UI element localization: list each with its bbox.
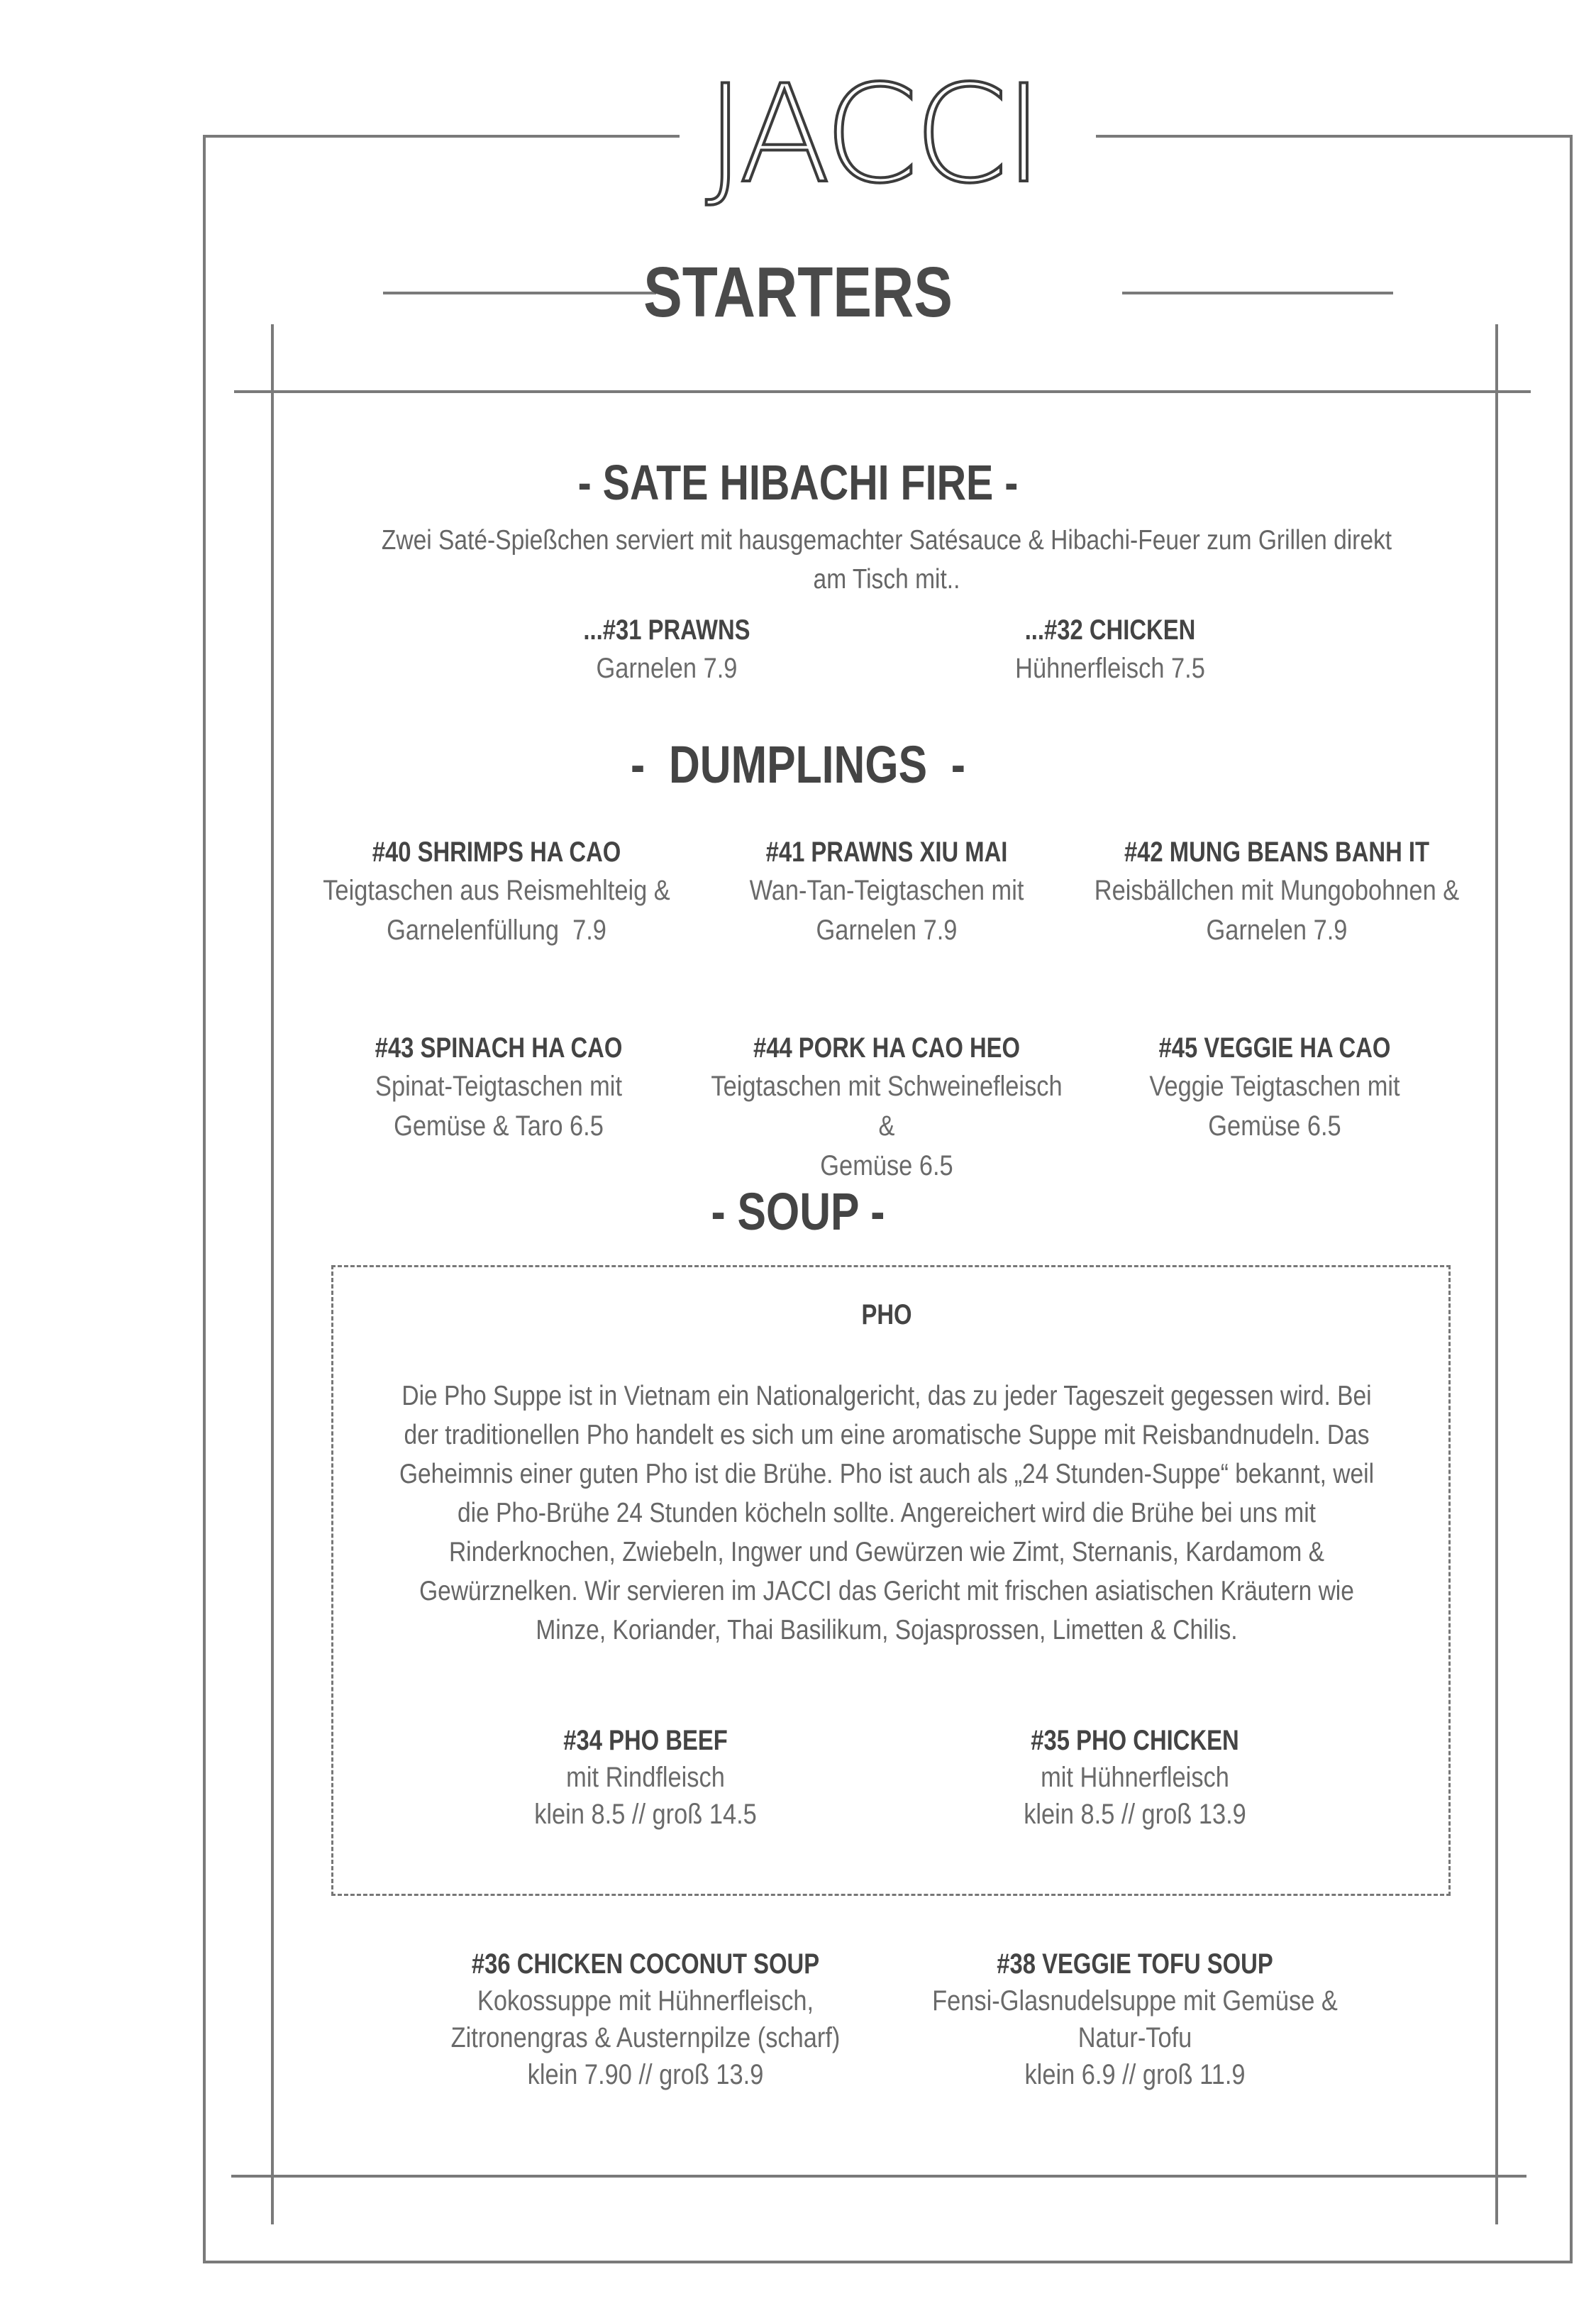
menu-item-pho-beef	[433, 1722, 858, 1833]
menu-item-dumpling-43	[286, 1030, 711, 1146]
menu-item-name: #41 PRAWNS XIU MAI	[765, 837, 1008, 868]
menu-item-desc: Hühnerfleisch 7.5	[1015, 653, 1205, 684]
menu-item-desc-line: klein 8.5 // groß 14.5	[534, 1799, 757, 1830]
menu-item-sate-prawns	[454, 612, 880, 688]
menu-item-desc	[432, 1982, 859, 2093]
inner-frame-right	[1495, 324, 1498, 2224]
menu-item-veggie-tofu-soup	[887, 1946, 1383, 2093]
outer-frame-bottom	[203, 2261, 1573, 2263]
menu-item-name: #45 VEGGIE HA CAO	[1158, 1032, 1391, 1064]
menu-item-desc-line: mit Rindfleisch	[566, 1762, 725, 1793]
sate-heading: - SATE HIBACHI FIRE -	[577, 455, 1019, 510]
inner-frame-top	[234, 390, 1531, 393]
outer-frame-right	[1570, 135, 1573, 2262]
menu-item-dumpling-44	[674, 1030, 1099, 1186]
outer-frame-top-left	[204, 135, 680, 138]
menu-item-desc-line: Reisbällchen mit Mungobohnen &	[1094, 875, 1460, 906]
page-title: STARTERS	[643, 253, 953, 332]
pho-description-line: Gewürznelken. Wir servieren im JACCI das Gericht mit frischen asiatischen Kräutern wie	[419, 1576, 1354, 1606]
menu-item-desc-line: Veggie Teigtaschen mit	[1149, 1071, 1400, 1102]
menu-item-desc	[316, 1066, 682, 1146]
menu-item-desc-line: Fensi-Glasnudelsuppe mit Gemüse &	[932, 1985, 1338, 2017]
pho-description-line: Die Pho Suppe ist in Vietnam ein Nationalgericht, das zu jeder Tageszeit gegessen wird. Bei	[401, 1381, 1372, 1411]
menu-item-name: ...#32 CHICKEN	[1024, 614, 1196, 646]
menu-item-name: ...#31 PRAWNS	[583, 614, 750, 646]
menu-item-desc-line: Garnelen 7.9	[816, 915, 958, 946]
menu-item-pho-chicken	[922, 1722, 1348, 1833]
inner-frame-left	[271, 324, 274, 2224]
menu-item-desc	[1094, 871, 1460, 950]
inner-frame-bottom	[231, 2175, 1526, 2178]
menu-item-desc-line: Kokossuppe mit Hühnerfleisch,	[477, 1985, 814, 2017]
menu-item-desc-line: Teigtaschen mit Schweinefleisch &	[711, 1071, 1063, 1142]
menu-item-name: #42 MUNG BEANS BANH IT	[1124, 837, 1430, 868]
menu-item-name: #34 PHO BEEF	[563, 1725, 728, 1756]
outer-frame-top-right	[1096, 135, 1573, 138]
menu-item-sate-chicken	[897, 612, 1323, 688]
menu-item-name: #40 SHRIMPS HA CAO	[372, 837, 621, 868]
menu-item-desc-line: Gemüse & Taro 6.5	[394, 1110, 604, 1142]
menu-item-desc	[1092, 1066, 1458, 1146]
pho-description-line: Geheimnis einer guten Pho ist die Brühe. Pho ist auch als „24 Stunden-Suppe“ bekannt, weil	[399, 1459, 1375, 1489]
menu-item-desc-line: klein 6.9 // groß 11.9	[1024, 2059, 1246, 2090]
pho-title	[674, 1296, 1099, 1333]
menu-item-name: #44 PORK HA CAO HEO	[753, 1032, 1021, 1064]
menu-item-desc: Garnelen 7.9	[596, 653, 738, 684]
menu-item-dumpling-40	[284, 834, 709, 950]
pho-description-line: der traditionellen Pho handelt es sich um eine aromatische Suppe mit Reisbandnudeln. Das	[404, 1420, 1370, 1450]
menu-item-desc-line: Wan-Tan-Teigtaschen mit	[749, 875, 1024, 906]
menu-item-name: #36 CHICKEN COCONUT SOUP	[471, 1948, 820, 1980]
menu-item-desc-line: Gemüse 6.5	[1208, 1110, 1341, 1142]
menu-item-dumpling-41	[674, 834, 1099, 950]
menu-item-desc	[921, 1982, 1348, 2093]
menu-item-desc-line: Zitronengras & Austernpilze (scharf)	[450, 2022, 841, 2053]
pho-description-line: Minze, Koriander, Thai Basilikum, Sojasprossen, Limetten & Chilis.	[536, 1615, 1238, 1645]
menu-item-desc	[462, 1759, 829, 1833]
menu-item-desc-line: Spinat-Teigtaschen mit	[375, 1071, 623, 1102]
menu-item-name: #38 VEGGIE TOFU SOUP	[997, 1948, 1273, 1980]
pho-description-line: Rinderknochen, Zwiebeln, Ingwer und Gewürzen wie Zimt, Sternanis, Kardamom &	[448, 1537, 1325, 1567]
menu-item-desc-line: Garnelenfüllung 7.9	[387, 915, 606, 946]
menu-item-desc	[704, 871, 1070, 950]
menu-item-desc	[314, 871, 680, 950]
sate-description-line: Zwei Saté-Spießchen serviert mit hausgemachter Satésauce & Hibachi-Feuer zum Grillen direkt	[381, 525, 1392, 556]
menu-item-desc	[952, 1759, 1318, 1833]
pho-description	[368, 1377, 1405, 1650]
menu-item-dumpling-42	[1064, 834, 1490, 950]
menu-item-desc-line: Teigtaschen aus Reismehlteig &	[323, 875, 670, 906]
soup-heading: - SOUP -	[711, 1182, 885, 1241]
menu-item-desc-line: klein 7.90 // groß 13.9	[527, 2059, 764, 2090]
menu-item-desc-line: klein 8.5 // groß 13.9	[1024, 1799, 1246, 1830]
menu-item-desc-line: Natur-Tofu	[1077, 2022, 1192, 2053]
menu-item-dumpling-45	[1062, 1030, 1487, 1146]
menu-item-name: #43 SPINACH HA CAO	[375, 1032, 623, 1064]
pho-title-text: PHO	[861, 1299, 912, 1330]
menu-item-desc-line: Garnelen 7.9	[1206, 915, 1348, 946]
jacci-logo: JACCI	[681, 67, 1064, 202]
pho-description-line: die Pho-Brühe 24 Stunden köcheln sollte. Angereichert wird die Brühe bei uns mit	[457, 1498, 1317, 1528]
menu-item-chicken-coconut-soup	[397, 1946, 894, 2093]
dumplings-heading: - DUMPLINGS -	[631, 735, 965, 794]
menu-item-desc-line: mit Hühnerfleisch	[1041, 1762, 1229, 1793]
sate-description	[338, 521, 1436, 599]
sate-description-line: am Tisch mit..	[813, 564, 960, 595]
menu-item-name: #35 PHO CHICKEN	[1031, 1725, 1239, 1756]
menu-item-desc	[704, 1066, 1070, 1186]
menu-item-desc-line: Gemüse 6.5	[820, 1150, 953, 1181]
